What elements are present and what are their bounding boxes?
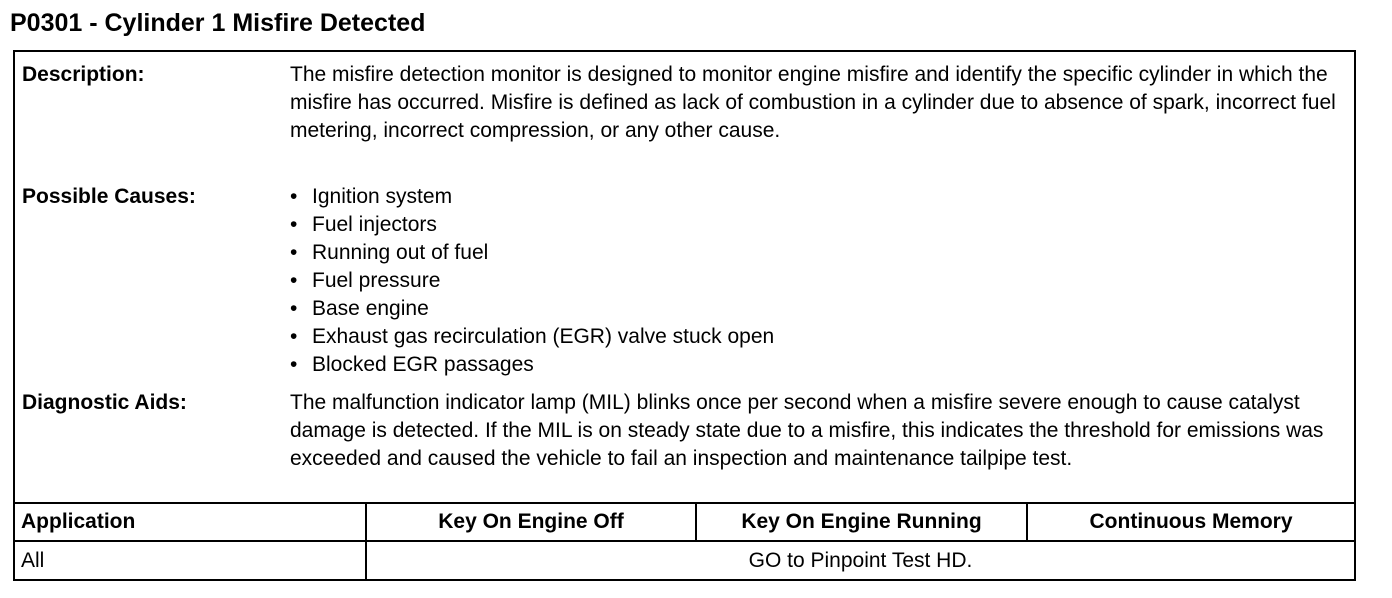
application-table (15, 502, 1354, 579)
column-header-key-on-engine-off: Key On Engine Off (366, 503, 696, 541)
list-item: • Base engine (290, 295, 1350, 323)
list-item: • Blocked EGR passages (290, 351, 1350, 379)
list-item: • Fuel pressure (290, 267, 1350, 295)
possible-causes-label: Possible Causes: (22, 185, 196, 208)
possible-causes-list (290, 183, 1350, 379)
application-cell: All (21, 548, 45, 572)
pinpoint-test-cell: GO to Pinpoint Test HD. (366, 541, 1354, 579)
description-text: The misfire detection monitor is designed to monitor engine misfire and identify the specific cylinder in which the misfire has occurred. Misfire is defined as lack of combustion in a cylinder due to absence of spark, incorrect fuel metering, incorrect compression, or any other cause. (290, 63, 1336, 142)
dtc-info-box (13, 50, 1356, 581)
possible-causes-list-container (290, 183, 1350, 379)
column-header-key-on-engine-running: Key On Engine Running (696, 503, 1027, 541)
diagnostic-aids-text: The malfunction indicator lamp (MIL) blinks once per second when a misfire severe enough to cause catalyst damage is detected. If the MIL is on steady state due to a misfire, this indicates the threshold for emissions was exceeded and caused the vehicle to fail an inspection and maintenance tailpipe test. (290, 391, 1324, 470)
table-row (15, 541, 1354, 579)
description-label: Description: (22, 63, 145, 86)
column-header-continuous-memory: Continuous Memory (1027, 503, 1354, 541)
list-item: • Exhaust gas recirculation (EGR) valve stuck open (290, 323, 1350, 351)
column-header-application: Application (15, 503, 366, 541)
list-item: • Fuel injectors (290, 211, 1350, 239)
table-header-row (15, 503, 1354, 541)
page-title: P0301 - Cylinder 1 Misfire Detected (10, 9, 426, 37)
list-item: • Running out of fuel (290, 239, 1350, 267)
list-item: • Ignition system (290, 183, 1350, 211)
diagnostic-aids-label: Diagnostic Aids: (22, 391, 187, 414)
